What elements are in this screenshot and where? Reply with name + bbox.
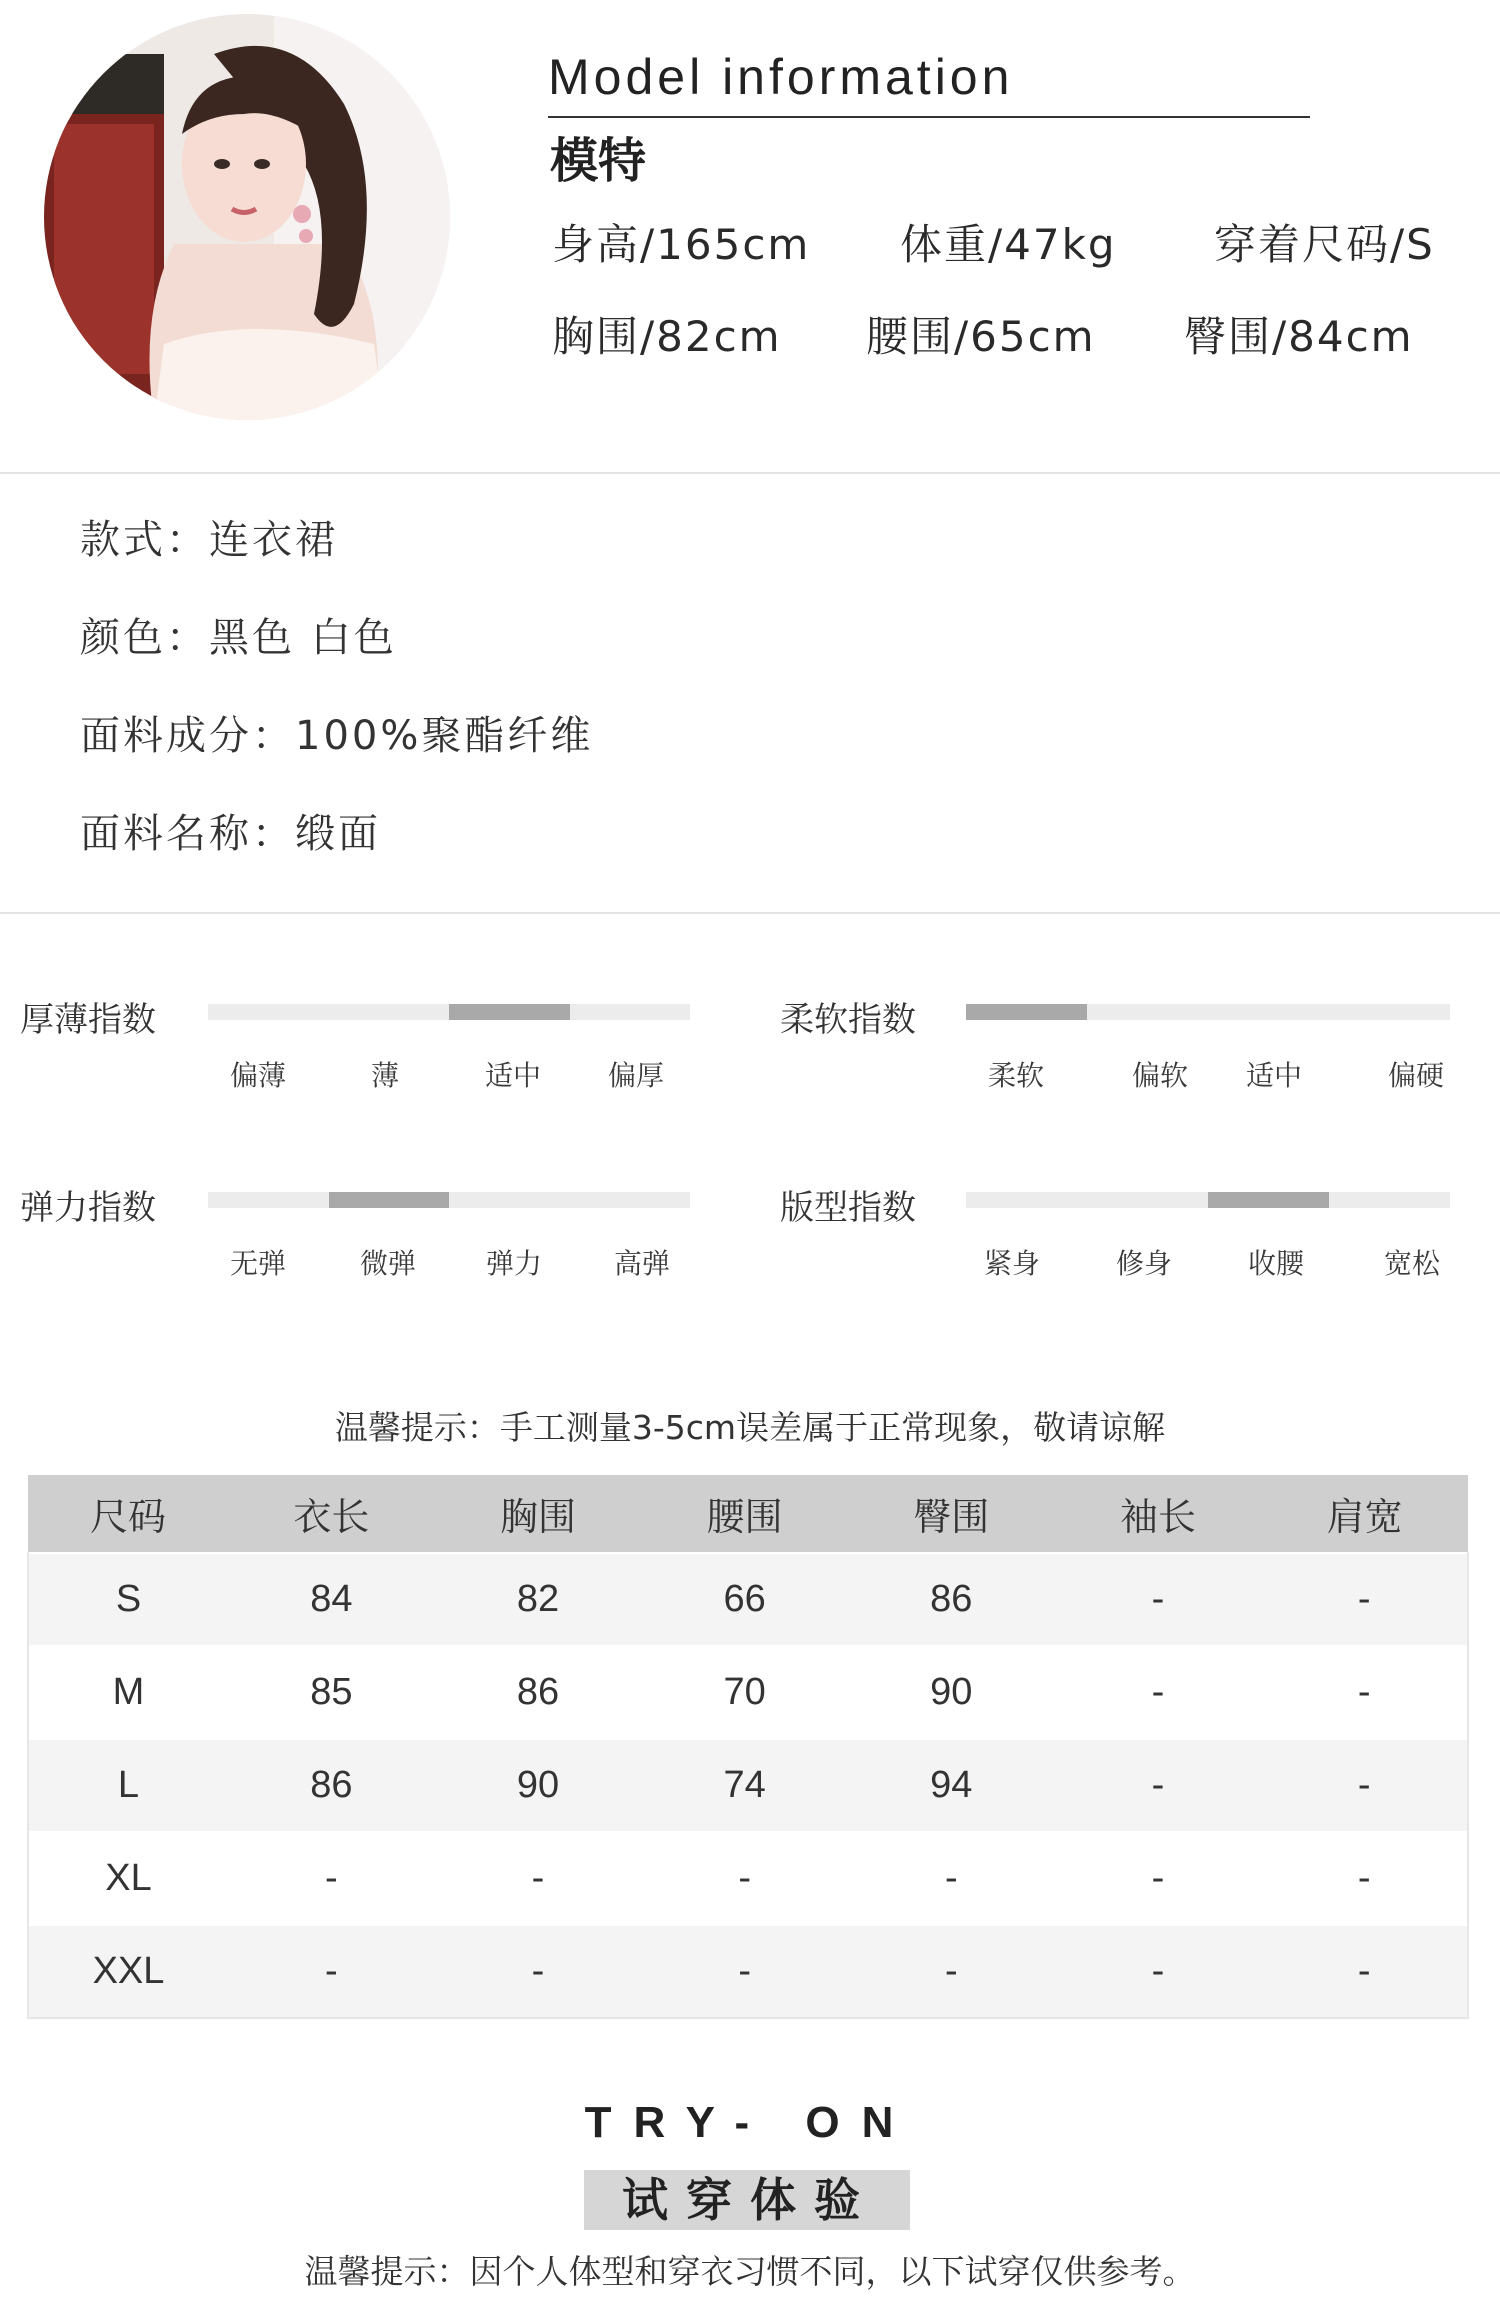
product-style: 款式：连衣裙 xyxy=(80,517,338,563)
table-cell: - xyxy=(1055,1553,1262,1646)
table-cell: - xyxy=(641,1925,848,2018)
table-cell: XXL xyxy=(28,1925,228,2018)
table-cell: M xyxy=(28,1646,228,1739)
table-cell: S xyxy=(28,1553,228,1646)
size-table-header: 尺码 xyxy=(28,1475,228,1553)
table-cell: 90 xyxy=(435,1739,642,1832)
table-cell: - xyxy=(1261,1925,1468,2018)
model-weight: 体重/47kg xyxy=(900,220,1117,269)
product-fabric: 面料成分：100%聚酯纤维 xyxy=(80,713,594,759)
table-row xyxy=(28,1553,1468,1646)
model-bust: 胸围/82cm xyxy=(552,312,782,361)
table-cell: 82 xyxy=(435,1553,642,1646)
model-title-en: Model information xyxy=(548,49,1014,105)
size-table-header-row xyxy=(28,1475,1468,1553)
table-cell: - xyxy=(1261,1553,1468,1646)
table-cell: - xyxy=(435,1925,642,2018)
section-divider xyxy=(0,912,1500,914)
index-bar-fit xyxy=(966,1192,1450,1208)
table-row xyxy=(28,1739,1468,1832)
table-cell: 90 xyxy=(848,1646,1055,1739)
tryon-title-cn: 试穿体验 xyxy=(622,2173,878,2227)
model-size-worn: 穿着尺码/S xyxy=(1214,220,1435,269)
index-bar-thickness xyxy=(208,1004,690,1020)
table-cell: - xyxy=(1055,1739,1262,1832)
table-cell: - xyxy=(1055,1832,1262,1925)
index-label: 偏薄 xyxy=(229,1059,287,1092)
index-fill-fit xyxy=(1208,1192,1329,1208)
index-label: 偏软 xyxy=(1131,1059,1189,1092)
model-photo xyxy=(44,14,450,420)
index-label: 紧身 xyxy=(983,1247,1041,1280)
table-cell: - xyxy=(1261,1739,1468,1832)
index-label: 修身 xyxy=(1115,1247,1173,1280)
table-cell: 86 xyxy=(435,1646,642,1739)
size-table-header: 胸围 xyxy=(435,1475,642,1553)
model-title-cn: 模特 xyxy=(550,133,647,189)
size-table-header: 臀围 xyxy=(848,1475,1055,1553)
table-cell: 85 xyxy=(228,1646,435,1739)
model-info-section xyxy=(0,0,1500,472)
table-cell: 74 xyxy=(641,1739,848,1832)
index-fill-softness xyxy=(966,1004,1087,1020)
table-cell: 94 xyxy=(848,1739,1055,1832)
tryon-title-en: TRY- ON xyxy=(584,2098,916,2147)
section-divider xyxy=(0,472,1500,474)
table-cell: XL xyxy=(28,1832,228,1925)
model-title-divider xyxy=(548,116,1310,118)
index-label: 偏硬 xyxy=(1387,1059,1445,1092)
index-bar-elasticity xyxy=(208,1192,690,1208)
table-cell: L xyxy=(28,1739,228,1832)
measurement-notice: 温馨提示：手工测量3-5cm误差属于正常现象，敬请谅解 xyxy=(334,1408,1166,1447)
table-cell: - xyxy=(641,1832,848,1925)
table-row xyxy=(28,1646,1468,1739)
index-title-elasticity: 弹力指数 xyxy=(20,1188,156,1228)
table-cell: - xyxy=(1055,1646,1262,1739)
table-row xyxy=(28,1925,1468,2018)
index-label: 微弹 xyxy=(359,1247,417,1280)
table-cell: - xyxy=(1261,1646,1468,1739)
table-cell: - xyxy=(1055,1925,1262,2018)
table-row xyxy=(28,1832,1468,1925)
model-height: 身高/165cm xyxy=(552,220,811,269)
index-label: 偏厚 xyxy=(607,1059,665,1092)
product-fabric-name: 面料名称：缎面 xyxy=(80,811,381,857)
index-label: 无弹 xyxy=(229,1247,287,1280)
table-cell: - xyxy=(228,1925,435,2018)
model-hip: 臀围/84cm xyxy=(1184,312,1414,361)
index-label: 高弹 xyxy=(613,1247,671,1280)
table-cell: - xyxy=(228,1832,435,1925)
size-table xyxy=(27,1475,1469,2019)
tryon-notice: 温馨提示：因个人体型和穿衣习惯不同，以下试穿仅供参考。 xyxy=(304,2252,1196,2291)
model-portrait-illustration xyxy=(44,14,450,420)
table-cell: 86 xyxy=(848,1553,1055,1646)
size-table-header: 肩宽 xyxy=(1261,1475,1468,1553)
table-cell: - xyxy=(848,1925,1055,2018)
table-cell: 70 xyxy=(641,1646,848,1739)
table-cell: - xyxy=(848,1832,1055,1925)
size-table-header: 袖长 xyxy=(1055,1475,1262,1553)
index-label: 薄 xyxy=(370,1059,400,1092)
table-cell: 86 xyxy=(228,1739,435,1832)
index-title-thickness: 厚薄指数 xyxy=(20,1000,156,1040)
index-title-softness: 柔软指数 xyxy=(780,1000,916,1040)
index-fill-elasticity xyxy=(329,1192,450,1208)
index-label: 适中 xyxy=(1245,1059,1303,1092)
product-color: 颜色：黑色 白色 xyxy=(80,615,397,661)
index-label: 柔软 xyxy=(987,1059,1045,1092)
table-cell: 84 xyxy=(228,1553,435,1646)
size-table-header: 衣长 xyxy=(228,1475,435,1553)
table-cell: - xyxy=(435,1832,642,1925)
index-label: 宽松 xyxy=(1383,1247,1441,1280)
table-cell: 66 xyxy=(641,1553,848,1646)
model-waist: 腰围/65cm xyxy=(866,312,1096,361)
table-cell: - xyxy=(1261,1832,1468,1925)
index-fill-thickness xyxy=(449,1004,570,1020)
index-bar-softness xyxy=(966,1004,1450,1020)
size-table-header: 腰围 xyxy=(641,1475,848,1553)
index-title-fit: 版型指数 xyxy=(780,1188,916,1228)
index-label: 适中 xyxy=(484,1059,542,1092)
index-label: 弹力 xyxy=(485,1247,543,1280)
index-label: 收腰 xyxy=(1247,1247,1305,1280)
